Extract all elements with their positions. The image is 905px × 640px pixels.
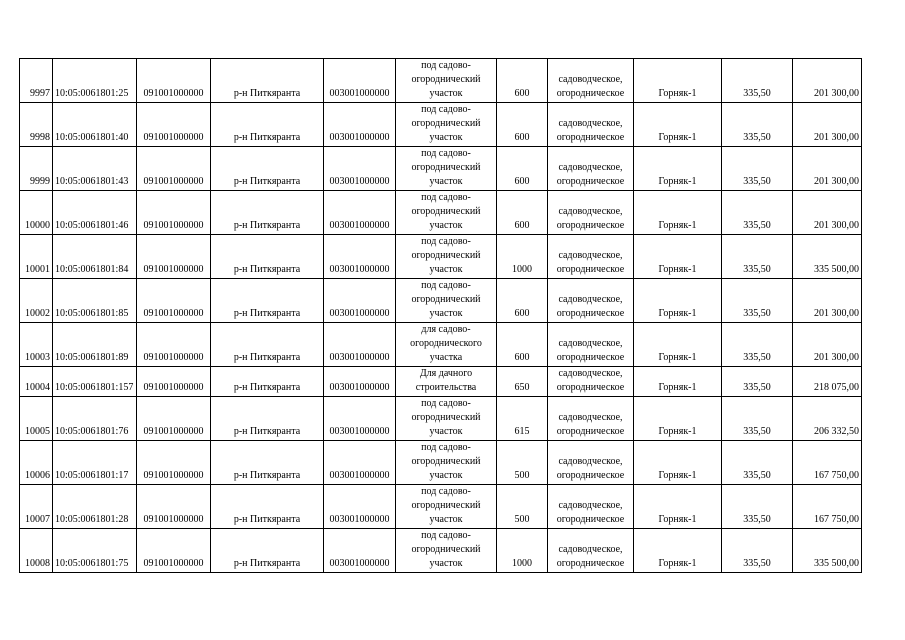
specific-value-cell: 335,50 [722, 367, 793, 397]
district-cell: р-н Питкяранта [211, 147, 324, 191]
cadastral-number-cell: 10:05:0061801:85 [53, 279, 137, 323]
location-cell: Горняк-1 [634, 367, 722, 397]
purpose-cell [396, 397, 497, 441]
cadastral-number-cell: 10:05:0061801:40 [53, 103, 137, 147]
permitted-use-cell-line: огородническое [556, 176, 625, 187]
purpose-cell-line: участок [429, 514, 463, 525]
purpose-cell-line: участок [429, 264, 463, 275]
purpose-cell-line: огороднический [411, 500, 481, 511]
table-row [20, 103, 862, 147]
specific-value-cell: 335,50 [722, 397, 793, 441]
purpose-cell-line: огороднического [410, 338, 482, 349]
purpose-cell-line: Для дачного [419, 368, 473, 379]
oktmo-code-cell: 003001000000 [324, 147, 396, 191]
table-row [20, 485, 862, 529]
cadastral-number-cell: 10:05:0061801:157 [53, 367, 137, 397]
cadastral-number-cell: 10:05:0061801:89 [53, 323, 137, 367]
specific-value-cell: 335,50 [722, 279, 793, 323]
okato-code-cell: 091001000000 [137, 323, 211, 367]
permitted-use-cell [548, 147, 634, 191]
permitted-use-cell-line: огородническое [556, 264, 625, 275]
okato-code-cell: 091001000000 [137, 397, 211, 441]
cadastral-number-cell: 10:05:0061801:25 [53, 59, 137, 103]
purpose-cell-line: под садово- [421, 530, 471, 541]
location-cell: Горняк-1 [634, 279, 722, 323]
district-cell: р-н Питкяранта [211, 367, 324, 397]
permitted-use-cell-line: огородническое [556, 514, 625, 525]
purpose-cell [396, 367, 497, 397]
cadastral-value-cell: 335 500,00 [793, 529, 862, 573]
cadastral-number-cell: 10:05:0061801:84 [53, 235, 137, 279]
cadastral-number-cell: 10:05:0061801:76 [53, 397, 137, 441]
area-cell: 600 [497, 59, 548, 103]
district-cell: р-н Питкяранта [211, 191, 324, 235]
specific-value-cell: 335,50 [722, 59, 793, 103]
purpose-cell-line: под садово- [421, 398, 471, 409]
okato-code-cell: 091001000000 [137, 191, 211, 235]
area-cell: 600 [497, 323, 548, 367]
location-cell: Горняк-1 [634, 103, 722, 147]
permitted-use-cell [548, 441, 634, 485]
row-number-cell: 10003 [20, 323, 53, 367]
cadastral-value-cell: 206 332,50 [793, 397, 862, 441]
cadastral-number-cell: 10:05:0061801:17 [53, 441, 137, 485]
purpose-cell-line: огороднический [411, 412, 481, 423]
district-cell: р-н Питкяранта [211, 323, 324, 367]
specific-value-cell: 335,50 [722, 147, 793, 191]
row-number-cell: 10005 [20, 397, 53, 441]
permitted-use-cell-line: огородническое [556, 382, 625, 393]
purpose-cell-line: под садово- [421, 486, 471, 497]
district-cell: р-н Питкяранта [211, 397, 324, 441]
permitted-use-cell-line: садоводческое, [558, 74, 623, 85]
cadastral-value-cell: 201 300,00 [793, 59, 862, 103]
district-cell: р-н Питкяранта [211, 235, 324, 279]
location-cell: Горняк-1 [634, 397, 722, 441]
purpose-cell-line: участок [429, 558, 463, 569]
permitted-use-cell-line: огородническое [556, 352, 625, 363]
cadastral-number-cell: 10:05:0061801:43 [53, 147, 137, 191]
row-number-cell: 9997 [20, 59, 53, 103]
purpose-cell [396, 441, 497, 485]
district-cell: р-н Питкяранта [211, 441, 324, 485]
purpose-cell [396, 191, 497, 235]
okato-code-cell: 091001000000 [137, 367, 211, 397]
purpose-cell-line: под садово- [421, 104, 471, 115]
cadastral-value-cell: 201 300,00 [793, 279, 862, 323]
area-cell: 600 [497, 279, 548, 323]
purpose-cell [396, 103, 497, 147]
permitted-use-cell [548, 103, 634, 147]
okato-code-cell: 091001000000 [137, 485, 211, 529]
oktmo-code-cell: 003001000000 [324, 59, 396, 103]
permitted-use-cell [548, 397, 634, 441]
area-cell: 650 [497, 367, 548, 397]
purpose-cell [396, 147, 497, 191]
table-row [20, 191, 862, 235]
row-number-cell: 10006 [20, 441, 53, 485]
purpose-cell [396, 279, 497, 323]
area-cell: 500 [497, 441, 548, 485]
purpose-cell-line: участка [429, 352, 463, 363]
permitted-use-cell-line: садоводческое, [558, 294, 623, 305]
permitted-use-cell-line: огородническое [556, 132, 625, 143]
okato-code-cell: 091001000000 [137, 279, 211, 323]
purpose-cell [396, 323, 497, 367]
specific-value-cell: 335,50 [722, 103, 793, 147]
purpose-cell-line: под садово- [421, 236, 471, 247]
row-number-cell: 9999 [20, 147, 53, 191]
row-number-cell: 10004 [20, 367, 53, 397]
oktmo-code-cell: 003001000000 [324, 485, 396, 529]
purpose-cell-line: огороднический [411, 456, 481, 467]
row-number-cell: 10001 [20, 235, 53, 279]
specific-value-cell: 335,50 [722, 191, 793, 235]
row-number-cell: 10002 [20, 279, 53, 323]
permitted-use-cell [548, 323, 634, 367]
oktmo-code-cell: 003001000000 [324, 529, 396, 573]
purpose-cell-line: участок [429, 132, 463, 143]
permitted-use-cell [548, 367, 634, 397]
specific-value-cell: 335,50 [722, 441, 793, 485]
okato-code-cell: 091001000000 [137, 59, 211, 103]
purpose-cell-line: участок [429, 308, 463, 319]
permitted-use-cell-line: огородническое [556, 220, 625, 231]
area-cell: 500 [497, 485, 548, 529]
permitted-use-cell [548, 279, 634, 323]
purpose-cell-line: под садово- [421, 60, 471, 71]
purpose-cell-line: под садово- [421, 192, 471, 203]
district-cell: р-н Питкяранта [211, 279, 324, 323]
purpose-cell-line: огороднический [411, 206, 481, 217]
purpose-cell-line: огороднический [411, 118, 481, 129]
purpose-cell-line: под садово- [421, 442, 471, 453]
area-cell: 615 [497, 397, 548, 441]
table-row [20, 529, 862, 573]
oktmo-code-cell: 003001000000 [324, 235, 396, 279]
okato-code-cell: 091001000000 [137, 529, 211, 573]
permitted-use-cell-line: садоводческое, [558, 412, 623, 423]
purpose-cell-line: участок [429, 220, 463, 231]
permitted-use-cell-line: садоводческое, [558, 338, 623, 349]
table-row [20, 441, 862, 485]
permitted-use-cell-line: огородническое [556, 308, 625, 319]
district-cell: р-н Питкяранта [211, 529, 324, 573]
permitted-use-cell [548, 191, 634, 235]
purpose-cell-line: огороднический [411, 162, 481, 173]
location-cell: Горняк-1 [634, 529, 722, 573]
purpose-cell [396, 235, 497, 279]
purpose-cell-line: под садово- [421, 148, 471, 159]
okato-code-cell: 091001000000 [137, 441, 211, 485]
oktmo-code-cell: 003001000000 [324, 323, 396, 367]
permitted-use-cell-line: садоводческое, [558, 456, 623, 467]
permitted-use-cell [548, 59, 634, 103]
table-body [20, 59, 862, 573]
row-number-cell: 10000 [20, 191, 53, 235]
land-registry-table [19, 58, 862, 573]
purpose-cell-line: огороднический [411, 74, 481, 85]
specific-value-cell: 335,50 [722, 323, 793, 367]
cadastral-value-cell: 201 300,00 [793, 147, 862, 191]
district-cell: р-н Питкяранта [211, 103, 324, 147]
cadastral-value-cell: 201 300,00 [793, 191, 862, 235]
permitted-use-cell-line: садоводческое, [558, 544, 623, 555]
table-row [20, 397, 862, 441]
cadastral-number-cell: 10:05:0061801:46 [53, 191, 137, 235]
area-cell: 1000 [497, 529, 548, 573]
purpose-cell-line: строительства [415, 382, 477, 393]
location-cell: Горняк-1 [634, 191, 722, 235]
area-cell: 600 [497, 191, 548, 235]
oktmo-code-cell: 003001000000 [324, 367, 396, 397]
area-cell: 600 [497, 147, 548, 191]
location-cell: Горняк-1 [634, 147, 722, 191]
cadastral-value-cell: 167 750,00 [793, 441, 862, 485]
permitted-use-cell-line: садоводческое, [558, 250, 623, 261]
specific-value-cell: 335,50 [722, 485, 793, 529]
permitted-use-cell-line: садоводческое, [558, 118, 623, 129]
area-cell: 1000 [497, 235, 548, 279]
okato-code-cell: 091001000000 [137, 103, 211, 147]
purpose-cell-line: огороднический [411, 250, 481, 261]
permitted-use-cell-line: садоводческое, [558, 368, 623, 379]
purpose-cell-line: участок [429, 88, 463, 99]
permitted-use-cell-line: огородническое [556, 558, 625, 569]
cadastral-number-cell: 10:05:0061801:75 [53, 529, 137, 573]
oktmo-code-cell: 003001000000 [324, 279, 396, 323]
district-cell: р-н Питкяранта [211, 485, 324, 529]
area-cell: 600 [497, 103, 548, 147]
purpose-cell [396, 59, 497, 103]
district-cell: р-н Питкяранта [211, 59, 324, 103]
permitted-use-cell-line: садоводческое, [558, 500, 623, 511]
purpose-cell-line: участок [429, 470, 463, 481]
cadastral-value-cell: 167 750,00 [793, 485, 862, 529]
oktmo-code-cell: 003001000000 [324, 441, 396, 485]
specific-value-cell: 335,50 [722, 529, 793, 573]
permitted-use-cell-line: огородническое [556, 470, 625, 481]
permitted-use-cell [548, 529, 634, 573]
oktmo-code-cell: 003001000000 [324, 103, 396, 147]
purpose-cell-line: огороднический [411, 544, 481, 555]
location-cell: Горняк-1 [634, 235, 722, 279]
location-cell: Горняк-1 [634, 441, 722, 485]
table-row [20, 235, 862, 279]
permitted-use-cell [548, 235, 634, 279]
permitted-use-cell-line: огородническое [556, 88, 625, 99]
permitted-use-cell-line: садоводческое, [558, 162, 623, 173]
oktmo-code-cell: 003001000000 [324, 397, 396, 441]
specific-value-cell: 335,50 [722, 235, 793, 279]
table-row [20, 367, 862, 397]
purpose-cell-line: под садово- [421, 280, 471, 291]
cadastral-value-cell: 201 300,00 [793, 323, 862, 367]
cadastral-value-cell: 201 300,00 [793, 103, 862, 147]
purpose-cell [396, 485, 497, 529]
permitted-use-cell-line: садоводческое, [558, 206, 623, 217]
table-row [20, 59, 862, 103]
table-row [20, 147, 862, 191]
row-number-cell: 10008 [20, 529, 53, 573]
purpose-cell [396, 529, 497, 573]
table-row [20, 323, 862, 367]
purpose-cell-line: участок [429, 426, 463, 437]
cadastral-value-cell: 218 075,00 [793, 367, 862, 397]
purpose-cell-line: участок [429, 176, 463, 187]
okato-code-cell: 091001000000 [137, 235, 211, 279]
oktmo-code-cell: 003001000000 [324, 191, 396, 235]
purpose-cell-line: для садово- [421, 324, 471, 335]
permitted-use-cell [548, 485, 634, 529]
okato-code-cell: 091001000000 [137, 147, 211, 191]
row-number-cell: 9998 [20, 103, 53, 147]
cadastral-number-cell: 10:05:0061801:28 [53, 485, 137, 529]
purpose-cell-line: огороднический [411, 294, 481, 305]
permitted-use-cell-line: огородническое [556, 426, 625, 437]
location-cell: Горняк-1 [634, 59, 722, 103]
location-cell: Горняк-1 [634, 485, 722, 529]
row-number-cell: 10007 [20, 485, 53, 529]
table-row [20, 279, 862, 323]
cadastral-value-cell: 335 500,00 [793, 235, 862, 279]
location-cell: Горняк-1 [634, 323, 722, 367]
